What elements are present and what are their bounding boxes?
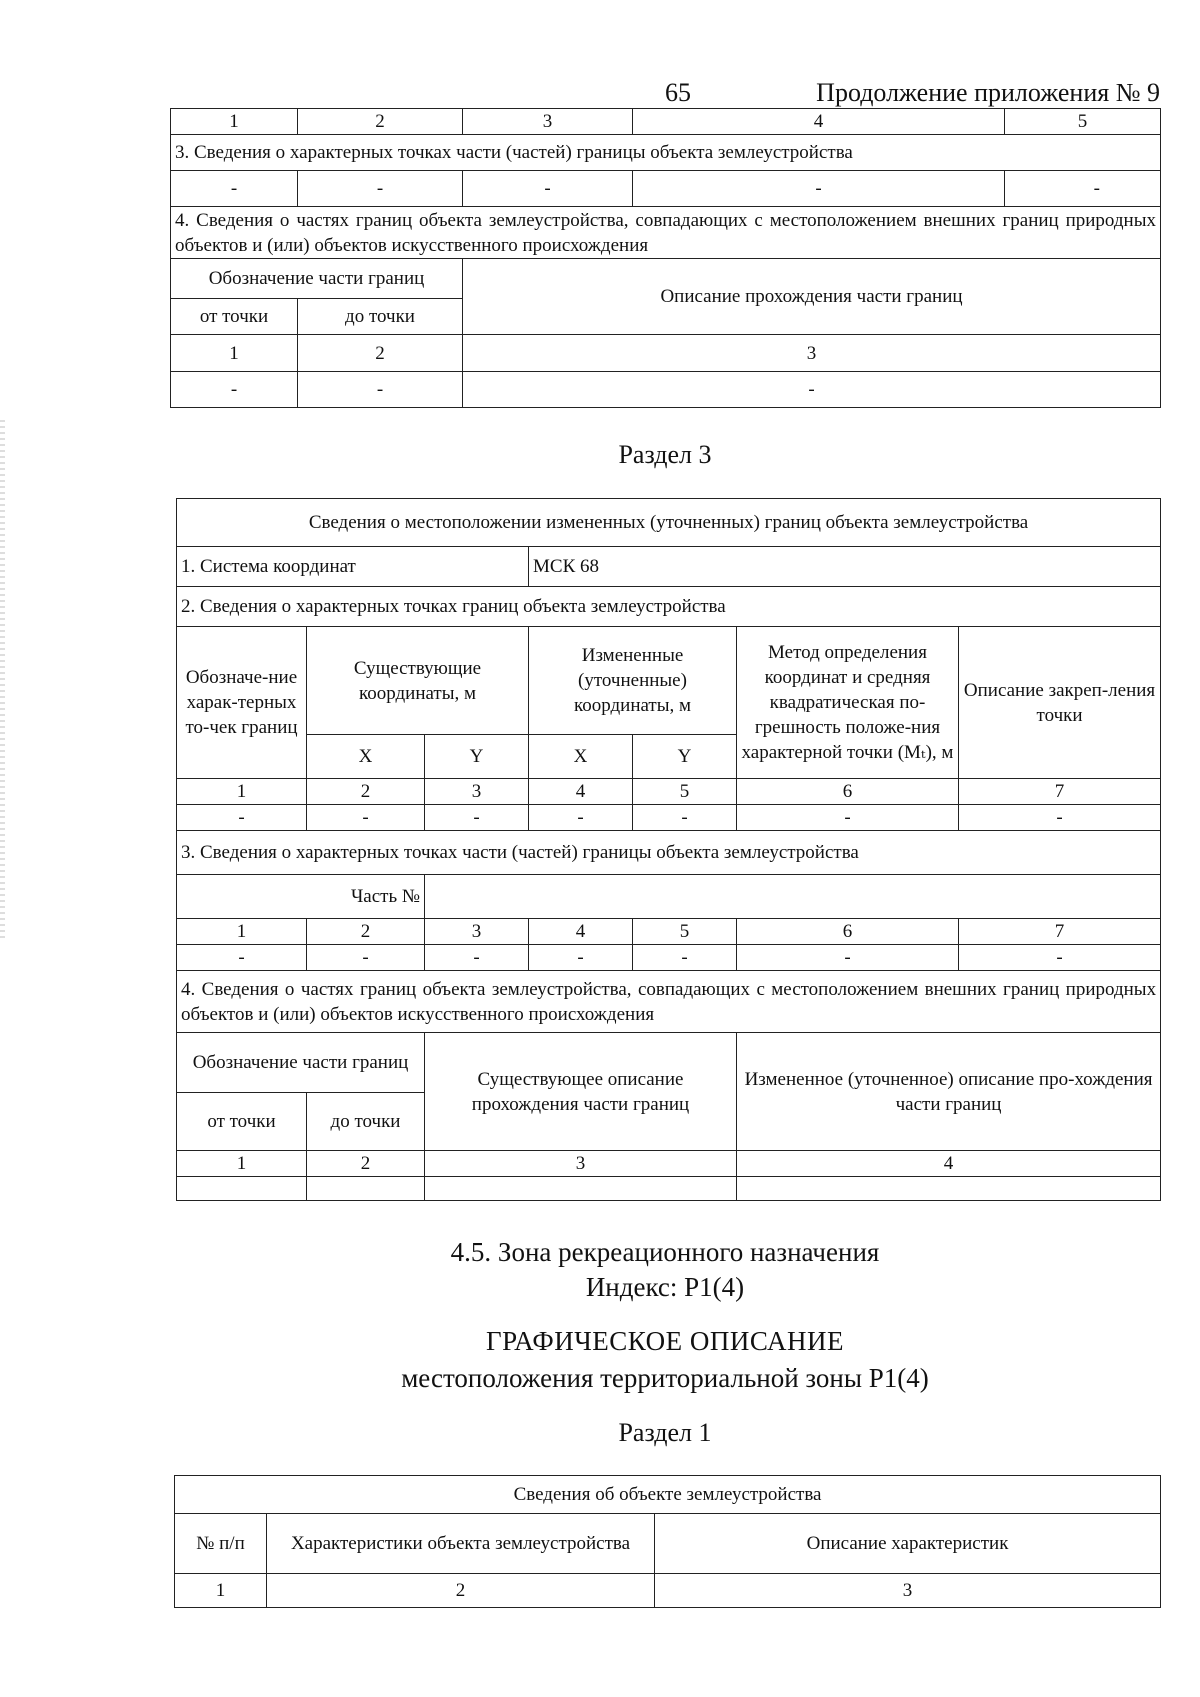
col-number: 2 <box>307 919 425 945</box>
header-cell: X <box>529 735 633 779</box>
col-number: 3 <box>655 1574 1161 1608</box>
table-cell: - <box>529 945 633 971</box>
section-heading: 4. Сведения о частях границ объекта землеустройства, совпадающих с местоположением внешних границ природных объектов и (или) объектов искусственного происхождения <box>177 971 1161 1033</box>
col-number: 1 <box>177 919 307 945</box>
header-cell: Обозначение части границ <box>171 259 463 299</box>
table-cell: - <box>463 171 633 207</box>
table-row <box>175 1476 1161 1514</box>
table-row <box>171 135 1161 171</box>
table-cell: - <box>959 945 1161 971</box>
col-number: 7 <box>959 779 1161 805</box>
table-cell: - <box>633 171 1005 207</box>
table-row <box>177 587 1161 627</box>
col-number: 5 <box>1005 109 1161 135</box>
header-cell: № п/п <box>175 1514 267 1574</box>
section3-table <box>176 498 1161 1201</box>
header-cell: Метод определения координат и средняя квадратическая по-грешность положе-ния характерной точки (Mₜ), м <box>737 627 959 779</box>
col-number: 2 <box>298 109 463 135</box>
table-row <box>177 875 1161 919</box>
table-row <box>171 259 1161 299</box>
header-cell: Измененное (уточненное) описание про-хождения части границ <box>737 1033 1161 1151</box>
table-row <box>177 971 1161 1033</box>
col-number: 2 <box>267 1574 655 1608</box>
header-cell: Обозначе-ние харак-терных то-чек границ <box>177 627 307 779</box>
col-number: 1 <box>177 1151 307 1177</box>
table-cell: - <box>298 171 463 207</box>
table-cell: - <box>177 805 307 831</box>
section-title: Раздел 3 <box>618 440 712 469</box>
zone-index: Индекс: Р1(4) <box>585 1272 745 1302</box>
table-row <box>177 627 1161 735</box>
col-number: 4 <box>529 779 633 805</box>
col-number: 4 <box>529 919 633 945</box>
table-row <box>171 109 1161 135</box>
header-cell: Существующее описание прохождения части границ <box>425 1033 737 1151</box>
table-cell <box>425 1177 737 1201</box>
table-cell: - <box>463 372 1161 408</box>
table-row <box>175 1514 1161 1574</box>
section1-table <box>174 1475 1161 1608</box>
header-cell: Существующие координаты, м <box>307 627 529 735</box>
header-cell: от точки <box>171 299 298 335</box>
col-number: 1 <box>175 1574 267 1608</box>
scan-margin-artifact <box>0 420 5 940</box>
table-row <box>177 547 1161 587</box>
continuation-label: Продолжение приложения № 9 <box>816 78 1160 107</box>
col-number: 3 <box>425 779 529 805</box>
section-title: Раздел 1 <box>618 1418 712 1447</box>
table-row <box>177 499 1161 547</box>
section-heading: 3. Сведения о характерных точках части (частей) границы объекта землеустройства <box>171 135 1161 171</box>
header-cell: от точки <box>177 1093 307 1151</box>
table-row <box>177 1177 1161 1201</box>
table-row <box>177 831 1161 875</box>
header-cell: Характеристики объекта землеустройства <box>267 1514 655 1574</box>
header-cell: Описание прохождения части границ <box>463 259 1161 335</box>
table-row <box>171 207 1161 259</box>
table-cell: - <box>307 805 425 831</box>
col-number: 2 <box>307 1151 425 1177</box>
col-number: 3 <box>463 109 633 135</box>
graphic-description-subtitle: местоположения территориальной зоны Р1(4) <box>401 1363 929 1393</box>
table-cell: - <box>737 945 959 971</box>
table-cell: - <box>177 945 307 971</box>
col-number: 3 <box>463 335 1161 372</box>
table-row <box>177 945 1161 971</box>
graphic-description-title: ГРАФИЧЕСКОЕ ОПИСАНИЕ <box>485 1326 845 1356</box>
col-number: 3 <box>425 1151 737 1177</box>
table-cell: - <box>633 945 737 971</box>
col-number: 5 <box>633 779 737 805</box>
col-number: 6 <box>737 779 959 805</box>
part-number-label: Часть № <box>177 875 425 919</box>
col-number: 1 <box>171 335 298 372</box>
table-cell: - <box>1005 171 1161 207</box>
table-row <box>177 1151 1161 1177</box>
col-number: 2 <box>307 779 425 805</box>
col-number: 5 <box>633 919 737 945</box>
header-cell: Y <box>425 735 529 779</box>
coord-system-value: МСК 68 <box>529 547 1161 587</box>
col-number: 1 <box>171 109 298 135</box>
table-cell <box>307 1177 425 1201</box>
part-number-value <box>425 875 1161 919</box>
col-number: 6 <box>737 919 959 945</box>
table-cell: - <box>737 805 959 831</box>
header-cell: Описание характеристик <box>655 1514 1161 1574</box>
col-number: 7 <box>959 919 1161 945</box>
table-cell <box>177 1177 307 1201</box>
header-cell: Измененные (уточненные) координаты, м <box>529 627 737 735</box>
page-header <box>170 78 1160 108</box>
table-cell: - <box>298 372 463 408</box>
table-row <box>175 1574 1161 1608</box>
header-cell: X <box>307 735 425 779</box>
page-number: 65 <box>665 78 691 107</box>
col-number: 4 <box>633 109 1005 135</box>
col-number: 1 <box>177 779 307 805</box>
table-cell: - <box>171 171 298 207</box>
table-row <box>177 919 1161 945</box>
table-row <box>171 171 1161 207</box>
continuation-table <box>170 108 1161 408</box>
table-row <box>177 1033 1161 1093</box>
table-cell: - <box>529 805 633 831</box>
table-title: Сведения о местоположении измененных (уточненных) границ объекта землеустройства <box>177 499 1161 547</box>
table-row <box>171 335 1161 372</box>
header-cell: до точки <box>307 1093 425 1151</box>
header-cell: Обозначение части границ <box>177 1033 425 1093</box>
table-row <box>177 779 1161 805</box>
section-heading: 2. Сведения о характерных точках границ объекта землеустройства <box>177 587 1161 627</box>
table-cell: - <box>959 805 1161 831</box>
table-row <box>177 805 1161 831</box>
col-number: 3 <box>425 919 529 945</box>
section-heading: 3. Сведения о характерных точках части (частей) границы объекта землеустройства <box>177 831 1161 875</box>
table-title: Сведения об объекте землеустройства <box>175 1476 1161 1514</box>
header-cell: Описание закреп-ления точки <box>959 627 1161 779</box>
table-cell: - <box>307 945 425 971</box>
header-cell: Y <box>633 735 737 779</box>
col-number: 4 <box>737 1151 1161 1177</box>
table-cell: - <box>425 945 529 971</box>
table-cell: - <box>171 372 298 408</box>
coord-system-label: 1. Система координат <box>177 547 529 587</box>
table-row <box>171 372 1161 408</box>
col-number: 2 <box>298 335 463 372</box>
table-cell <box>737 1177 1161 1201</box>
header-cell: до точки <box>298 299 463 335</box>
table-cell: - <box>633 805 737 831</box>
section-heading: 4. Сведения о частях границ объекта землеустройства, совпадающих с местоположением внешних границ природных объектов и (или) объектов искусственного происхождения <box>171 207 1161 259</box>
zone-title: 4.5. Зона рекреационного назначения <box>450 1237 880 1267</box>
table-cell: - <box>425 805 529 831</box>
